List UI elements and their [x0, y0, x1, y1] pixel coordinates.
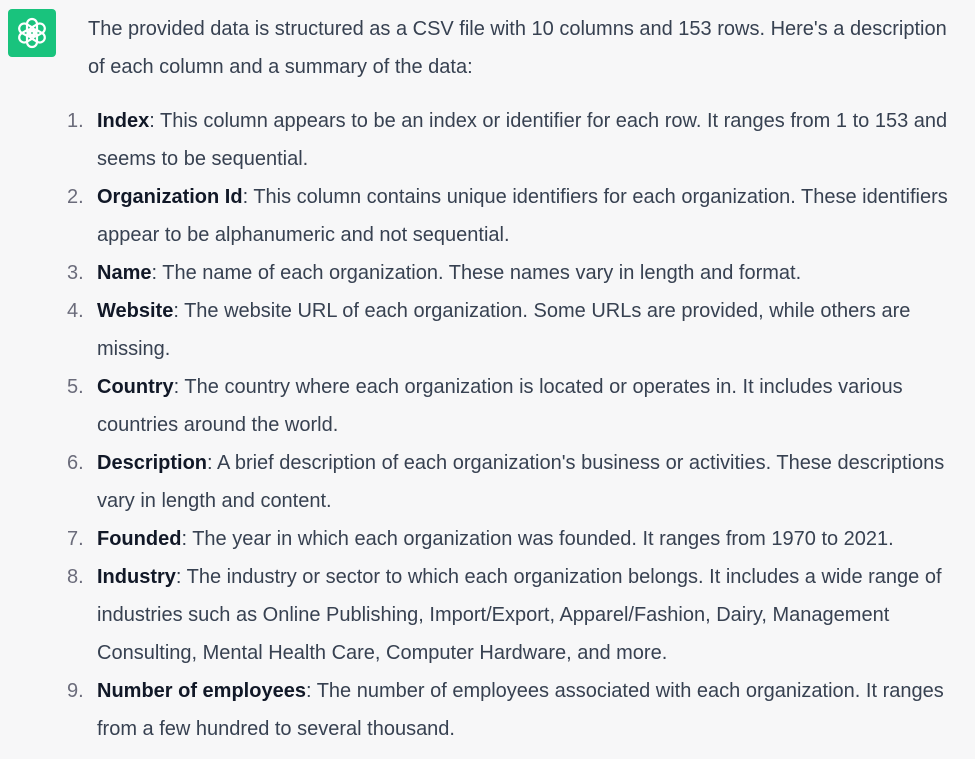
- column-term: Index: [97, 110, 150, 132]
- list-number: 5.: [67, 376, 84, 398]
- list-item: [67, 444, 968, 520]
- column-description: : The country where each organization is located or operates in. It includes various countries around the world.: [97, 376, 903, 436]
- list-item: [67, 368, 968, 444]
- column-term: Description: [97, 452, 208, 474]
- column-term: Founded: [97, 528, 182, 550]
- column-description: : The number of employees associated with each organization. It ranges from a few hundred to several thousand.: [97, 680, 944, 740]
- openai-logo-icon: [15, 16, 49, 50]
- column-description: : This column contains unique identifiers for each organization. These identifiers appear to be alphanumeric and not sequential.: [97, 186, 948, 246]
- list-number: 2.: [67, 186, 84, 208]
- intro-paragraph: The provided data is structured as a CSV file with 10 columns and 153 rows. Here's a description of each column and a summary of the data:: [88, 18, 947, 78]
- list-number: 4.: [67, 300, 84, 322]
- list-number: 6.: [67, 452, 84, 474]
- list-item: [67, 292, 968, 368]
- list-number: 8.: [67, 566, 84, 588]
- list-number: 3.: [67, 262, 84, 284]
- column-term: Industry: [97, 566, 176, 588]
- list-item: [67, 558, 968, 672]
- column-term: Number of employees: [97, 680, 306, 702]
- list-item: [67, 672, 968, 748]
- list-item: [67, 178, 968, 254]
- list-item: [67, 520, 968, 558]
- message-content: [67, 10, 968, 748]
- column-term: Name: [97, 262, 152, 284]
- column-description: : The industry or sector to which each organization belongs. It includes a wide range of industries such as Online Publishing, Import/Export, Apparel/Fashion, Dairy, Management Consulting, Mental Health Care, Computer Hardware, and more.: [97, 566, 942, 664]
- list-item: [67, 254, 968, 292]
- assistant-avatar: [8, 9, 56, 57]
- column-description: : The year in which each organization was founded. It ranges from 1970 to 2021.: [181, 528, 894, 550]
- column-description: : The website URL of each organization. Some URLs are provided, while others are missing.: [97, 300, 911, 360]
- column-description: : This column appears to be an index or identifier for each row. It ranges from 1 to 153 and seems to be sequential.: [97, 110, 948, 170]
- list-number: 1.: [67, 110, 84, 132]
- column-term: Country: [97, 376, 174, 398]
- column-description: : A brief description of each organization's business or activities. These descriptions vary in length and content.: [97, 452, 945, 512]
- column-term: Organization Id: [97, 186, 243, 208]
- list-number: 7.: [67, 528, 84, 550]
- column-list: [67, 102, 968, 748]
- list-item: [67, 102, 968, 178]
- column-description: : The name of each organization. These names vary in length and format.: [151, 262, 802, 284]
- column-term: Website: [97, 300, 174, 322]
- list-number: 9.: [67, 680, 84, 702]
